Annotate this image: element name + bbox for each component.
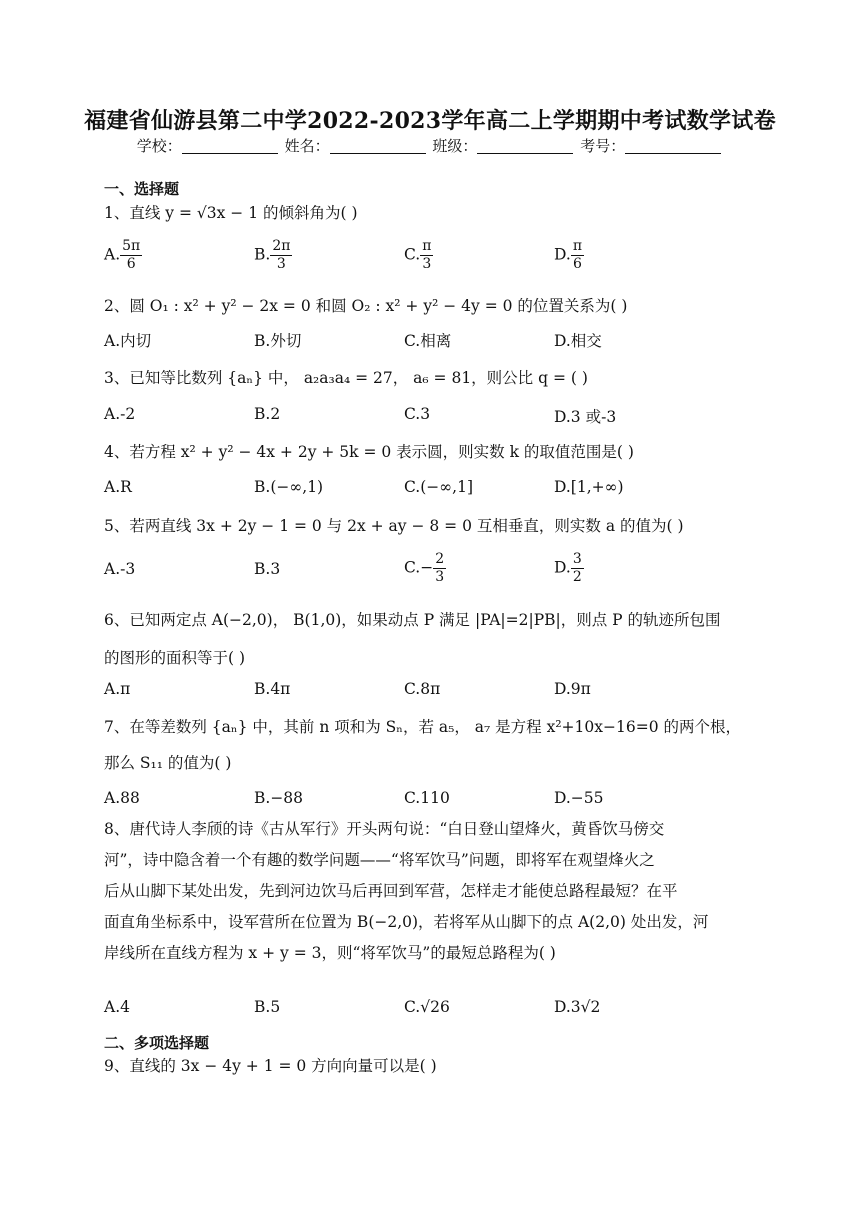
q4-option-d[interactable]: D.[1,+∞) [554, 478, 624, 496]
name-blank[interactable] [330, 139, 426, 154]
q7-option-c[interactable]: C.110 [404, 789, 450, 807]
question-6-stem: 6、已知两定点 A(−2,0)， B(1,0)，如果动点 P 满足 |PA|=2|PB|，则点 P 的轨迹所包围 [104, 611, 721, 629]
student-info-line [0, 135, 860, 156]
q1-option-c[interactable] [404, 238, 433, 273]
q5-option-d-value: $\frac{3}{2}$ [572, 551, 582, 585]
q1-option-c-value: $\frac{\pi}{3}$ [422, 238, 432, 272]
q8-option-c[interactable]: C.√26 [404, 998, 450, 1016]
school-label: 学校： [136, 137, 182, 155]
q7-option-d[interactable]: D.−55 [554, 789, 604, 807]
q8-line-1: 8、唐代诗人李颀的诗《古从军行》开头两句说：“白日登山望烽火，黄昏饮马傍交 [104, 820, 665, 838]
q5-option-a[interactable]: A.-3 [104, 560, 136, 578]
q5-option-c[interactable] [404, 551, 446, 586]
q1-option-a-value: $\frac{5\pi}{6}$ [122, 238, 141, 272]
q1-option-d[interactable] [554, 238, 584, 273]
q6-option-a[interactable]: A.π [104, 680, 131, 698]
question-9-stem: 9、直线的 3x − 4y + 1 = 0 方向向量可以是( ) [104, 1057, 437, 1075]
question-4-stem: 4、若方程 x² + y² − 4x + 2y + 5k = 0 表示圆，则实数 k 的取值范围是( ) [104, 443, 634, 461]
section-heading-multi-choice: 二、多项选择题 [104, 1034, 210, 1052]
section-heading-choice: 一、选择题 [104, 180, 180, 198]
question-8-stem [104, 814, 764, 969]
q3-option-d[interactable]: D.3 或-3 [554, 408, 617, 426]
exam-no-blank[interactable] [625, 139, 721, 154]
q6-option-d[interactable]: D.9π [554, 680, 591, 698]
question-5-stem: 5、若两直线 3x + 2y − 1 = 0 与 2x + ay − 8 = 0 互相垂直，则实数 a 的值为( ) [104, 517, 684, 535]
q5-option-c-value: $\frac{2}{3}$ [435, 551, 445, 585]
q2-option-c[interactable]: C.相离 [404, 332, 452, 350]
q1-option-a-label: A. [104, 245, 121, 264]
q7-option-a[interactable]: A.88 [104, 789, 140, 807]
q1-option-d-value: $\frac{\pi}{6}$ [572, 238, 583, 272]
q5-option-b[interactable]: B.3 [254, 560, 281, 578]
q1-option-b-label: B. [254, 245, 271, 264]
q2-option-b[interactable]: B.外切 [254, 332, 302, 350]
q8-line-4: 面直角坐标系中，设军营所在位置为 B(−2,0)，若将军从山脚下的点 A(2,0) 处出发，河 [104, 913, 709, 931]
question-7-stem-cont: 那么 S₁₁ 的值为( ) [104, 754, 232, 772]
q5-option-c-sign: − [420, 558, 434, 577]
name-label: 姓名： [284, 137, 330, 155]
question-7-stem: 7、在等差数列 {aₙ} 中，其前 n 项和为 Sₙ，若 a₅， a₇ 是方程 x²+10x−16=0 的两个根， [104, 718, 741, 736]
q8-option-d[interactable]: D.3√2 [554, 998, 601, 1016]
q5-option-d[interactable] [554, 551, 584, 586]
q4-option-b[interactable]: B.(−∞,1) [254, 478, 324, 496]
q6-option-b[interactable]: B.4π [254, 680, 291, 698]
question-3-stem: 3、已知等比数列 {aₙ} 中， a₂a₃a₄ = 27， a₆ = 81，则公比 q = ( ) [104, 369, 588, 387]
question-6-stem-cont: 的图形的面积等于( ) [104, 649, 246, 667]
class-blank[interactable] [477, 139, 573, 154]
page-title: 福建省仙游县第二中学2022-2023学年高二上学期期中考试数学试卷 [84, 108, 776, 134]
q8-line-5: 岸线所在直线方程为 x + y = 3，则“将军饮马”的最短总路程为( ) [104, 944, 556, 962]
q1-option-b-value: $\frac{2\pi}{3}$ [272, 238, 291, 272]
q5-option-d-label: D. [554, 558, 571, 577]
q5-option-c-label: C. [404, 558, 421, 577]
question-1-stem: 1、直线 y = √3x − 1 的倾斜角为( ) [104, 204, 358, 222]
q2-option-a[interactable]: A.内切 [104, 332, 152, 350]
q7-option-b[interactable]: B.−88 [254, 789, 304, 807]
exam-no-label: 考号： [580, 137, 626, 155]
q4-option-c[interactable]: C.(−∞,1] [404, 478, 474, 496]
q3-option-b[interactable]: B.2 [254, 405, 281, 423]
q2-option-d[interactable]: D.相交 [554, 332, 602, 350]
q8-option-a[interactable]: A.4 [104, 998, 130, 1016]
q8-line-2: 河”，诗中隐含着一个有趣的数学问题——“将军饮马”问题，即将军在观望烽火之 [104, 851, 655, 869]
q1-option-c-label: C. [404, 245, 421, 264]
q3-option-c[interactable]: C.3 [404, 405, 431, 423]
q1-option-b[interactable] [254, 238, 292, 273]
q3-option-a[interactable]: A.-2 [104, 405, 136, 423]
class-label: 班级： [432, 137, 478, 155]
q8-option-b[interactable]: B.5 [254, 998, 281, 1016]
q4-option-a[interactable]: A.R [104, 478, 132, 496]
q1-option-a[interactable] [104, 238, 142, 273]
question-2-stem: 2、圆 O₁ : x² + y² − 2x = 0 和圆 O₂ : x² + y² − 4y = 0 的位置关系为( ) [104, 297, 628, 315]
school-blank[interactable] [182, 139, 278, 154]
q6-option-c[interactable]: C.8π [404, 680, 441, 698]
q8-line-3: 后从山脚下某处出发，先到河边饮马后再回到军营，怎样走才能使总路程最短？在平 [104, 882, 678, 900]
q1-option-d-label: D. [554, 245, 571, 264]
